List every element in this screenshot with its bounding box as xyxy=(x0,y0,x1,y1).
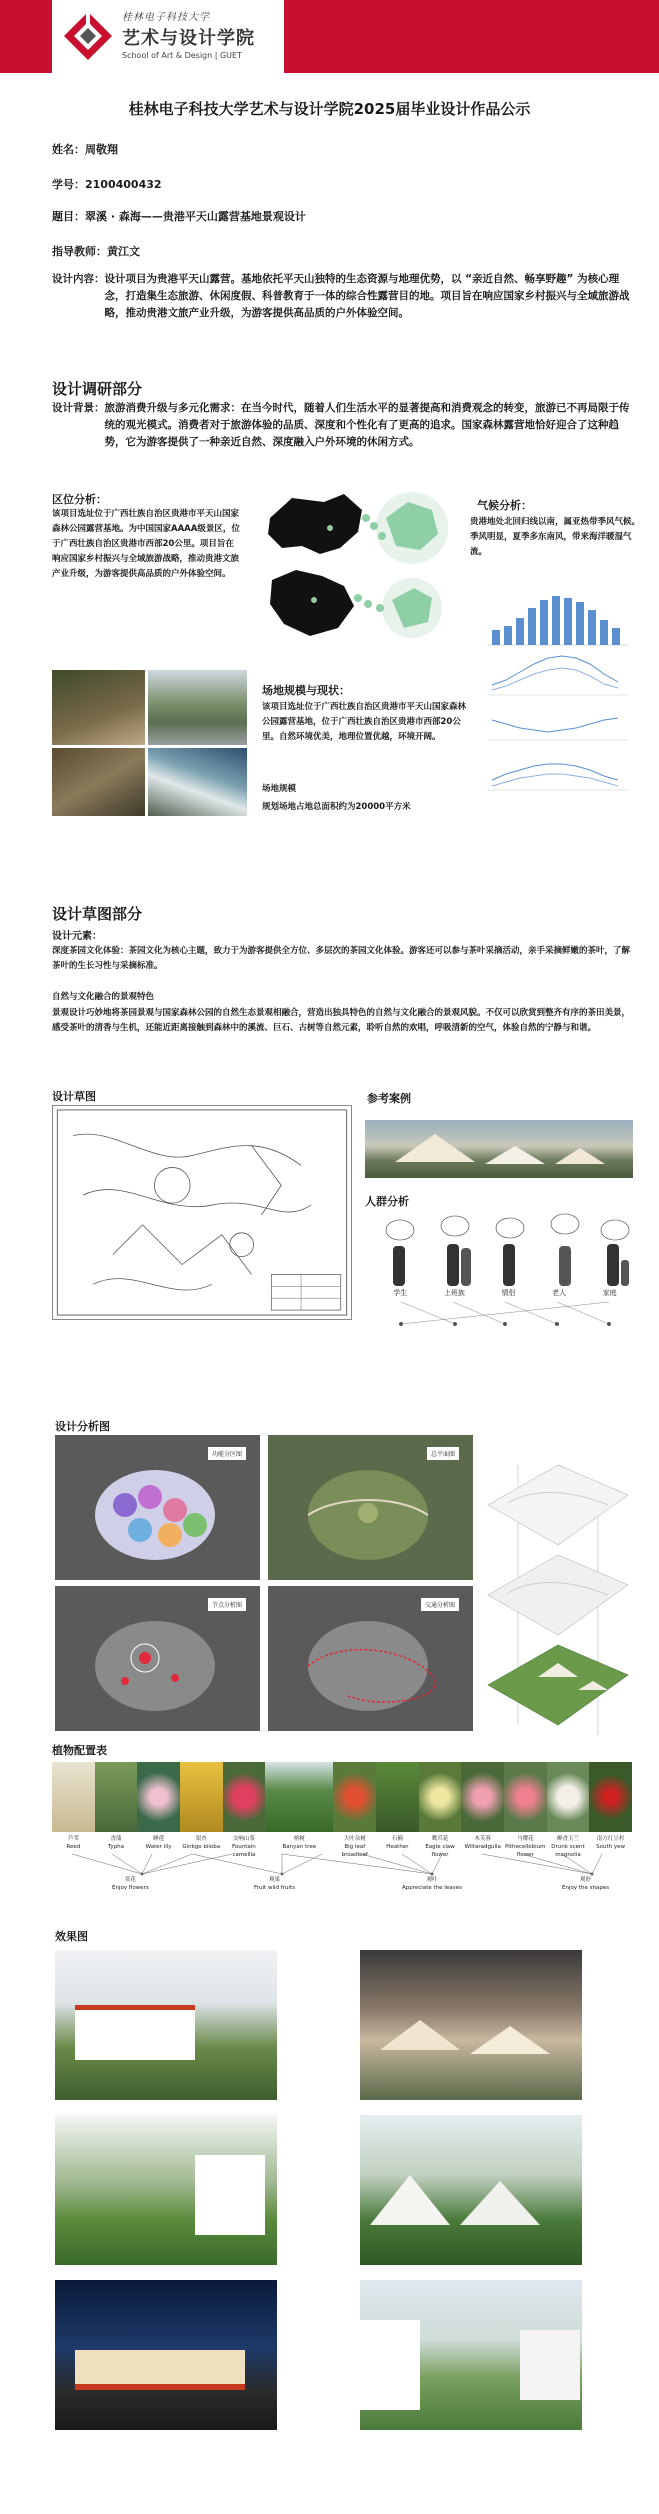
location-title: 区位分析： xyxy=(52,493,107,506)
plant-photo xyxy=(265,1762,333,1832)
id-label: 学号： xyxy=(52,178,85,191)
student-name-row xyxy=(52,141,118,157)
student-id-row xyxy=(52,176,162,192)
plant-photo xyxy=(180,1762,223,1832)
plant-photo xyxy=(376,1762,419,1832)
student-name: 周敬翔 xyxy=(85,143,118,156)
logo-chinese-name: 艺术与设计学院 xyxy=(122,28,255,49)
plant-group: 赏花 Enjoy flowers xyxy=(112,1877,149,1891)
render-cabins xyxy=(360,2115,582,2265)
terrain-layer-diagram xyxy=(478,1445,633,1745)
research-section-title: 设计调研部分 xyxy=(52,380,143,398)
plant-photo xyxy=(589,1762,632,1832)
plant-photo xyxy=(333,1762,376,1832)
node-analysis-map xyxy=(55,1586,260,1731)
site-text: 该项目选址位于广西壮族自治区贵港市平天山国家森林公园露营基地，位于广西壮族自治区贵港市西部20公里。自然环境优美，地理位置优越，环境开阔。 xyxy=(262,702,467,742)
climate-text: 贵港地处北回归线以南，属亚热带季风气候。季风明显，夏季多东南风，带来海洋暖湿气流。 xyxy=(470,517,641,557)
plant-photo xyxy=(461,1762,504,1832)
reference-title: 参考案例 xyxy=(367,1092,411,1105)
content-text: 设计项目为贵港平天山露营。基地依托平天山独特的生态资源与地理优势，以 “亲近自然、畅享野趣” 为核心理念，打造集生态旅游、休闲度假、科普教育于一体的综合性露营目的地。项目旨在响应国家乡村振兴与全域旅游战略，推动贵港文旅产业升级，为游客提供高品质的户外体验空间。 xyxy=(104,273,630,319)
plant-name: 银杏 Ginkgo biloba xyxy=(182,1836,221,1850)
render-building xyxy=(75,2350,245,2390)
plant-photo xyxy=(504,1762,547,1832)
plant-name: 木芙蓉 Wiltaradgulla xyxy=(464,1836,501,1850)
school-logo xyxy=(52,0,284,73)
plant-group: 观果 Fruit wild fruits xyxy=(254,1877,295,1891)
plant-name: 鹰爪花 Eagle claw flower xyxy=(425,1836,455,1858)
map-label: 功能分区图 xyxy=(208,1447,246,1460)
crowd-relation-lines xyxy=(375,1300,635,1328)
name-label: 姓名： xyxy=(52,143,85,156)
render-tents xyxy=(360,1950,582,2100)
plant-photo xyxy=(95,1762,138,1832)
crowd-label: 老人 xyxy=(552,1289,567,1297)
render-image-4 xyxy=(360,2115,582,2265)
plant-photo xyxy=(137,1762,180,1832)
design-elements-text-2: 景观设计巧妙地将茶园景观与国家森林公园的自然生态景观相融合，营造出独具特色的自然与文化融合的景观风貌。不仅可以欣赏到整齐有序的茶田美景，感受茶叶的清香与生机，还能近距离接触到森林中的溪流、巨石、古树等自然元素，聆听自然的欢唱，呼吸清新的空气，体验自然的宁静与和谐。 xyxy=(52,1008,631,1033)
advisor-name: 黄江文 xyxy=(107,245,140,258)
plant-name: 香蒲 Typha xyxy=(107,1836,125,1850)
render-image-3 xyxy=(55,2115,277,2265)
plant-name: 睡莲 Water lily xyxy=(145,1836,172,1850)
design-draft-sketch xyxy=(52,1105,352,1320)
render-building xyxy=(360,2320,420,2410)
plant-photo xyxy=(547,1762,590,1832)
school-logo-icon xyxy=(62,10,114,62)
page-title: 桂林电子科技大学艺术与设计学院2025届毕业设计作品公示 xyxy=(128,100,531,118)
header-banner xyxy=(0,0,659,73)
design-elements-heading-2: 自然与文化融合的景观特色 xyxy=(52,992,155,1002)
plant-photo xyxy=(52,1762,95,1832)
sketch-section-title: 设计草图部分 xyxy=(52,905,143,923)
topic-text: 翠溪 · 森海——贵港平天山露营基地景观设计 xyxy=(85,210,306,223)
background-text: 旅游消费升级与多元化需求：在当今时代，随着人们生活水平的显著提高和消费观念的转变，旅游已不再局限于传统的观光模式。消费者对于旅游体验的品质、深度和个性化有了更高的追求。国家森林露营地恰好迎合了这种趋势，它为游客提供了一种亲近自然、深度融入户外环境的休闲方式。 xyxy=(104,402,630,448)
topic-row xyxy=(52,208,306,224)
renders-title: 效果图 xyxy=(55,1930,88,1943)
reference-case-photo xyxy=(365,1120,633,1178)
design-elements-label: 设计元素： xyxy=(52,931,102,942)
plant-name: 醉香玉兰 Drunk scent magnolia xyxy=(551,1836,585,1858)
site-photo-aerial xyxy=(148,748,247,816)
location-map xyxy=(262,488,462,643)
map-label: 节点分析图 xyxy=(208,1598,246,1611)
crowd-label: 上班族 xyxy=(443,1289,465,1297)
reference-tents xyxy=(365,1120,633,1178)
map-label: 总平面图 xyxy=(427,1447,459,1460)
render-image-1 xyxy=(55,1950,277,2100)
analysis-section-title: 设计分析图 xyxy=(55,1420,110,1433)
site-title: 场地规模与现状： xyxy=(262,684,350,697)
scale-title: 场地规模 xyxy=(262,784,297,794)
render-building xyxy=(195,2155,265,2235)
scale-text: 规划场地占地总面积约为20000平方米 xyxy=(262,802,411,812)
plant-name: 大叶杂树 Big leaf broadleaf xyxy=(341,1836,368,1858)
background-label: 设计背景： xyxy=(52,402,105,414)
plant-name: 榕树 Banyan tree xyxy=(282,1836,317,1850)
render-image-5 xyxy=(55,2280,277,2430)
plant-group-lines xyxy=(52,1852,632,1878)
design-elements-text-1: 深度茶园文化体验：茶园文化为核心主题，致力于为游客提供全方位、多层次的茶园文化体验。游客还可以参与茶叶采摘活动，亲手采摘鲜嫩的茶叶，了解茶叶的生长习性与采摘标准。 xyxy=(52,946,631,971)
crowd-label: 学生 xyxy=(393,1289,408,1297)
plant-photo xyxy=(223,1762,266,1832)
crowd-analysis-title: 人群分析 xyxy=(365,1195,409,1208)
function-zoning-map xyxy=(55,1435,260,1580)
logo-script-text: 桂林电子科技大学 xyxy=(122,12,210,23)
advisor-row xyxy=(52,243,140,259)
crowd-labels xyxy=(375,1288,635,1298)
render-image-2 xyxy=(360,1950,582,2100)
plant-photo xyxy=(419,1762,462,1832)
render-building xyxy=(75,2005,195,2060)
topic-label: 题目： xyxy=(52,210,85,223)
student-id: 2100400432 xyxy=(85,178,162,191)
plant-table-title: 植物配置表 xyxy=(52,1744,107,1757)
crowd-label: 情侣 xyxy=(501,1289,516,1297)
climate-title: 气候分析： xyxy=(477,499,532,512)
climate-charts xyxy=(478,590,638,805)
plant-group: 观叶 Appreciate the leaves xyxy=(402,1877,463,1891)
logo-english-name: School of Art & Design | GUET xyxy=(122,51,242,60)
plant-name: 南方红豆杉 South yew xyxy=(596,1836,626,1850)
render-building xyxy=(520,2330,580,2400)
plant-name: 马缨花 Pithecellobium flower xyxy=(505,1836,546,1858)
plant-group: 观形 Enjoy the shapes xyxy=(562,1877,610,1891)
design-content xyxy=(52,271,632,322)
draft-title: 设计草图 xyxy=(52,1090,96,1103)
advisor-label: 指导教师： xyxy=(52,245,107,258)
traffic-analysis-map xyxy=(268,1586,473,1731)
location-text: 该项目选址位于广西壮族自治区贵港市平天山国家森林公园露营基地。为中国国家AAAA级景区，位于广西壮族自治区贵港市西部20公里。项目旨在响应国家乡村振兴与全域旅游战略，推动贵港文旅产业升级，为游客提供高品质的户外体验空间。 xyxy=(52,509,240,579)
crowd-label: 家庭 xyxy=(602,1289,617,1297)
plant-name: 交响山茶 Fountain camellia xyxy=(231,1836,256,1858)
plant-name: 石楠 Heather xyxy=(386,1836,409,1850)
site-photo-lake xyxy=(148,670,247,745)
design-background xyxy=(52,400,632,451)
site-photo-path xyxy=(52,748,145,816)
plant-photo-strip xyxy=(52,1762,632,1832)
plant-name: 芦苇 Reed xyxy=(66,1836,81,1850)
render-image-6 xyxy=(360,2280,582,2430)
master-plan-map xyxy=(268,1435,473,1580)
map-label: 交通分析图 xyxy=(421,1598,459,1611)
site-photo-forest xyxy=(52,670,145,745)
content-label: 设计内容： xyxy=(52,273,105,285)
